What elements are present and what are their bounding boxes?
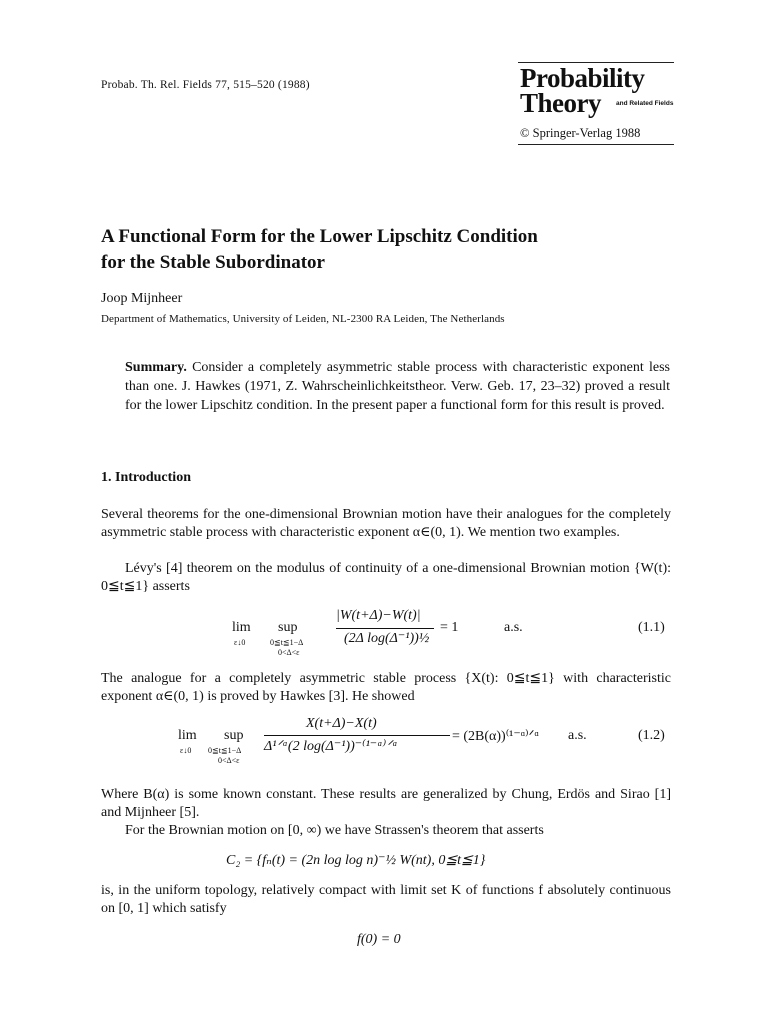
paragraph-3: The analogue for a completely asymmetric stable process {X(t): 0≦t≦1} with characteristic exponent α∈(0, 1) is proved by Hawkes [3]. He showed <box>101 671 671 704</box>
logo-word-theory: Theory <box>520 88 601 118</box>
journal-logo <box>518 62 674 152</box>
paper-title <box>101 224 661 276</box>
eq2-rhs: = (2B(α))⁽¹⁻ᵅ⁾ᐟᵅ <box>452 729 539 744</box>
eq2-fraction-bar <box>264 735 450 736</box>
logo-bottom-rule <box>518 144 674 145</box>
eq2-label: (1.2) <box>638 728 665 743</box>
paragraph-2: Lévy's [4] theorem on the modulus of continuity of a one-dimensional Brownian motion {W(t): 0≦t≦1} asserts <box>101 561 671 594</box>
eq2-lim: lim <box>178 728 197 743</box>
author-affiliation: Department of Mathematics, University of Leiden, NL-2300 RA Leiden, The Netherlands <box>101 313 505 325</box>
equation-initial-condition: f(0) = 0 <box>357 932 401 947</box>
eq2-as: a.s. <box>568 728 587 743</box>
eq1-label: (1.1) <box>638 620 665 635</box>
eq2-numerator: X(t+Δ)−X(t) <box>306 716 377 731</box>
paragraph-1: Several theorems for the one-dimensional Brownian motion have their analogues for the completely asymmetric stable process with characteristic exponent α∈(0, 1). We mention two examples. <box>101 507 671 540</box>
eq1-denominator: (2Δ log(Δ⁻¹))½ <box>344 631 430 646</box>
eq1-numerator: |W(t+Δ)−W(t)| <box>336 608 421 623</box>
author-name: Joop Mijnheer <box>101 291 183 306</box>
title-line-1: A Functional Form for the Lower Lipschitz Condition <box>101 226 538 247</box>
eq1-rhs: = 1 <box>440 620 459 635</box>
eq2-sup-subscript-1: 0≦t≦1−Δ <box>208 746 242 755</box>
paragraph-5: For the Brownian motion on [0, ∞) we have Strassen's theorem that asserts <box>125 823 544 838</box>
paragraph-6: is, in the uniform topology, relatively compact with limit set K of functions f absolutely continuous on [0, 1] which satisfy <box>101 883 671 916</box>
eq1-sup-subscript-1: 0≦t≦1−Δ <box>270 638 304 647</box>
copyright-notice: © Springer-Verlag 1988 <box>520 126 641 140</box>
eq1-lim-subscript: ε↓0 <box>234 638 246 647</box>
eq1-lim: lim <box>232 620 251 635</box>
abstract <box>125 358 670 415</box>
eq2-lim-subscript: ε↓0 <box>180 746 192 755</box>
eq2-sup: sup <box>224 728 244 743</box>
eq1-sup-subscript-2: 0<Δ<ε <box>278 648 300 657</box>
journal-citation: Probab. Th. Rel. Fields 77, 515–520 (1988) <box>101 79 310 91</box>
eq2-denominator: Δ¹ᐟᵅ(2 log(Δ⁻¹))⁻⁽¹⁻ᵅ⁾ᐟᵅ <box>264 739 398 754</box>
equation-1-1 <box>232 608 672 659</box>
title-line-2: for the Stable Subordinator <box>101 252 325 273</box>
abstract-text: Consider a completely asymmetric stable process with characteristic exponent less than one. J. Hawkes (1971, Z. Wahrscheinlichkeitstheor. Verw. Geb. 17, 23–32) proved a result for the lower Lipschitz condition. In the present paper a functional form for this result is proved. <box>125 360 670 413</box>
eq2-sup-subscript-2: 0<Δ<ε <box>218 756 240 765</box>
eq1-as: a.s. <box>504 620 523 635</box>
abstract-label: Summary. <box>125 360 187 375</box>
logo-subtitle: and Related Fields <box>616 100 674 107</box>
equation-1-2 <box>178 718 672 768</box>
equation-strassen-set: C₂ = {fₙ(t) = (2n log log n)⁻½ W(nt), 0≦t≦1} <box>226 853 486 868</box>
eq1-sup: sup <box>278 620 298 635</box>
eq1-fraction-bar <box>336 628 434 629</box>
paragraph-4: Where B(α) is some known constant. These results are generalized by Chung, Erdös and Sirao [1] and Mijnheer [5]. <box>101 787 671 820</box>
section-heading: 1. Introduction <box>101 470 191 485</box>
logo-word-probability: Probability <box>520 63 645 93</box>
